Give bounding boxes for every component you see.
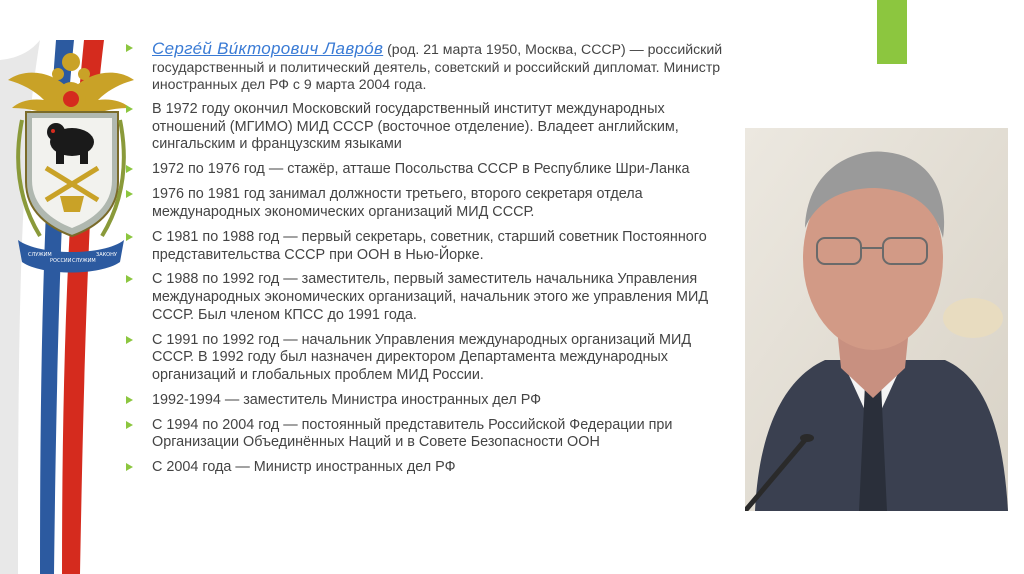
bio-item xyxy=(126,459,736,477)
top-accent-bar xyxy=(877,0,907,64)
bio-item xyxy=(126,332,736,385)
name-link[interactable]: Серге́й Ви́кторович Лавро́в xyxy=(152,39,384,58)
bullet-arrow-icon xyxy=(126,44,133,52)
bio-item-text: 1976 по 1981 год занимал должности третьего, второго секретаря отдела международных экономических организаций МИД СССР. xyxy=(152,186,643,220)
police-emblem-icon xyxy=(0,0,140,574)
bullet-arrow-icon xyxy=(126,336,133,344)
biography-list xyxy=(126,40,736,484)
bio-item-text: 1992-1994 — заместитель Министра иностранных дел РФ xyxy=(152,391,542,408)
intro-text: (род. 21 марта 1950, Москва, СССР) — российский государственный и политический деятель, советский и российский дипломат. Министр иностранных дел РФ с 9 марта 2004 года. xyxy=(152,41,723,93)
bio-item-text: С 1981 по 1988 год — первый секретарь, советник, старший советник Постоянного представительства СССР при ООН в Нью-Йорке. xyxy=(152,228,707,263)
bio-intro xyxy=(126,40,736,94)
bio-item xyxy=(126,392,736,410)
bullet-arrow-icon xyxy=(126,275,133,283)
bio-item-text: 1972 по 1976 год — стажёр, атташе Посольства СССР в Республике Шри-Ланка xyxy=(152,161,690,178)
bio-item xyxy=(126,186,736,221)
bio-item-text: С 2004 года — Министр иностранных дел РФ xyxy=(152,459,456,476)
bullet-arrow-icon xyxy=(126,165,133,173)
bio-item xyxy=(126,417,736,452)
bio-item-text: В 1972 году окончил Московский государственный институт международных отношений (МГИМО) МИД СССР (восточное отделение). Владеет английским, сингальским и французским языками xyxy=(152,101,679,153)
ribbon-text: ЗАКОНУ xyxy=(96,252,117,258)
bullet-arrow-icon xyxy=(126,396,133,404)
bio-item-text: С 1994 по 2004 год — постоянный представитель Российской Федерации при Организации Объединённых Наций и в Совете Безопасности ООН xyxy=(152,416,673,451)
bullet-arrow-icon xyxy=(126,190,133,198)
bullet-arrow-icon xyxy=(126,463,133,471)
bullet-arrow-icon xyxy=(126,105,133,113)
bio-item-text: С 1988 по 1992 год — заместитель, первый заместитель начальника Управления международных экономических организаций, начальник этого же управления МИД СССР. Был членом КПСС до 1991 года. xyxy=(152,271,709,323)
bio-item xyxy=(126,271,736,324)
ribbon-text: СЛУЖИМ xyxy=(72,258,96,264)
ribbon-text: СЛУЖИМ xyxy=(28,252,52,258)
bio-item-text: С 1991 по 1992 год — начальник Управления международных организаций МИД СССР. В 1992 году был назначен директором Департамента международных организаций и глобальных проблем МИД России. xyxy=(152,331,692,383)
portrait-photo xyxy=(745,128,1008,511)
bullet-arrow-icon xyxy=(126,233,133,241)
ribbon-text: РОССИИ xyxy=(50,258,72,264)
bio-item xyxy=(126,161,736,179)
bio-item xyxy=(126,101,736,154)
bullet-arrow-icon xyxy=(126,421,133,429)
bio-item xyxy=(126,229,736,264)
